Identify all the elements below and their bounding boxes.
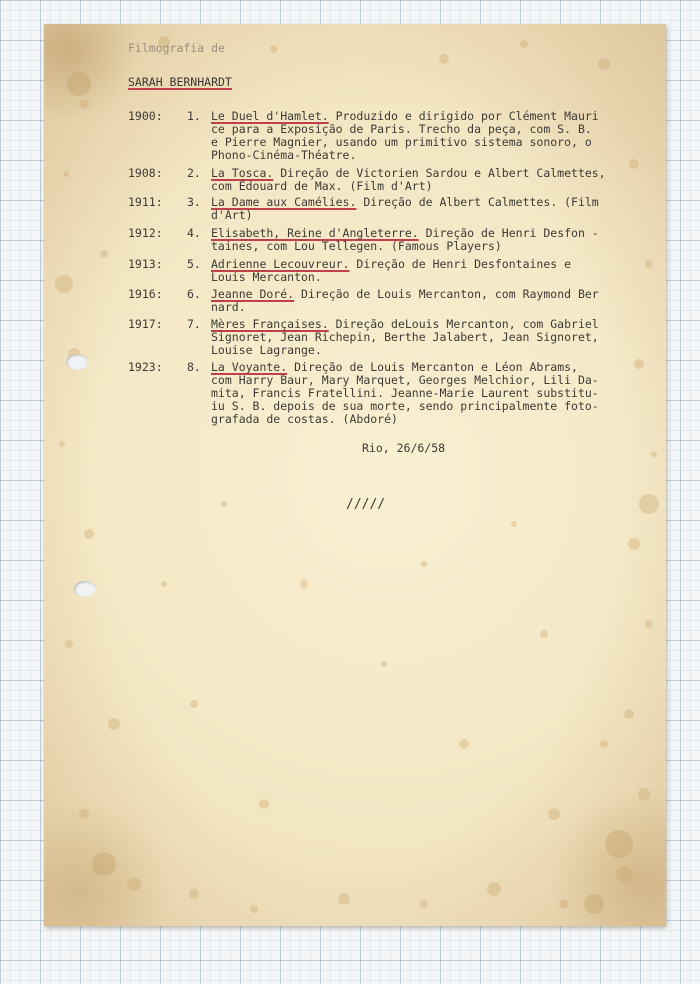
entry-continuation-line: d'Art) xyxy=(211,208,253,222)
entry-continuation-line: ce para a Exposição de Paris. Trecho da peça, com S. B. xyxy=(211,122,592,136)
entry-continuation-line: nard. xyxy=(211,300,246,314)
filmography-entry xyxy=(211,258,571,284)
entry-year: 1916: xyxy=(128,287,163,301)
filmography-entry xyxy=(211,288,599,314)
entry-continuation-line: e Pierre Magnier, usando um primitivo sistema sonoro, o xyxy=(211,135,592,149)
entry-continuation-line: Signoret, Jean Richepin, Berthe Jalabert, Jean Signoret, xyxy=(211,330,599,344)
film-title: Mères Françaises. xyxy=(211,317,329,331)
end-mark: ///// xyxy=(346,497,386,512)
filmography-entry xyxy=(211,196,599,222)
entry-continuation-line: grafada de costas. (Abdoré) xyxy=(211,412,398,426)
film-title: Jeanne Doré. xyxy=(211,287,295,301)
entry-number: 8. xyxy=(187,360,201,374)
filmography-entry xyxy=(211,110,599,162)
entry-year: 1917: xyxy=(128,317,163,331)
entry-text: Direção de Louis Mercanton e Léon Abrams, xyxy=(287,360,578,374)
entry-continuation-line: Louis Mercanton. xyxy=(211,270,322,284)
entry-continuation-line: Phono-Cinéma-Théatre. xyxy=(211,148,357,162)
film-title: La Dame aux Camélies. xyxy=(211,195,357,209)
entry-text: Direção de Henri Desfontaines e xyxy=(349,257,572,271)
entry-number: 5. xyxy=(187,257,201,271)
entry-number: 2. xyxy=(187,166,201,180)
entry-continuation-line: mita, Francis Fratellini. Jeanne-Marie Laurent substitu- xyxy=(211,386,599,400)
entry-text: Produzido e dirigido por Clément Mauri xyxy=(328,109,599,123)
entry-text: Direção de Victorien Sardou e Albert Calmettes, xyxy=(273,166,606,180)
entry-continuation-line: taines, com Lou Tellegen. (Famous Players) xyxy=(211,239,502,253)
entry-year: 1913: xyxy=(128,257,163,271)
document-text xyxy=(44,24,666,926)
entry-number: 3. xyxy=(187,195,201,209)
film-title: Le Duel d'Hamlet. xyxy=(211,109,329,123)
film-title: La Voyante. xyxy=(211,360,288,374)
entry-year: 1923: xyxy=(128,360,163,374)
entry-text: Direção de Henri Desfon - xyxy=(418,226,599,240)
entry-first-line xyxy=(211,288,599,301)
entry-number: 7. xyxy=(187,317,201,331)
entry-number: 1. xyxy=(187,109,201,123)
entry-text: Direção de Albert Calmettes. (Film xyxy=(356,195,599,209)
entry-continuation-line: com Édouard de Max. (Film d'Art) xyxy=(211,179,433,193)
film-title: Elisabeth, Reine d'Angleterre. xyxy=(211,226,419,240)
doc-subject: SARAH BERNHARDT xyxy=(128,75,232,89)
entry-number: 4. xyxy=(187,226,201,240)
entry-year: 1912: xyxy=(128,226,163,240)
doc-header: Filmografia de xyxy=(128,41,225,55)
entry-year: 1908: xyxy=(128,166,163,180)
entry-number: 6. xyxy=(187,287,201,301)
film-title: Adrienne Lecouvreur. xyxy=(211,257,350,271)
entry-year: 1900: xyxy=(128,109,163,123)
filmography-entry xyxy=(211,318,599,357)
filmography-entry xyxy=(211,227,599,253)
date-signature: Rio, 26/6/58 xyxy=(362,441,446,455)
entry-text: Direção de Louis Mercanton, com Raymond Ber xyxy=(294,287,599,301)
film-title: La Tosca. xyxy=(211,166,274,180)
filmography-entry xyxy=(211,361,599,426)
entry-continuation-line: com Harry Baur, Mary Marquet, Georges Melchior, Lili Da- xyxy=(211,373,599,387)
entry-first-line xyxy=(211,196,599,209)
entry-continuation-line: iu S. B. depois de sua morte, sendo principalmente foto- xyxy=(211,399,599,413)
entry-text: Direção deLouis Mercanton, com Gabriel xyxy=(328,317,599,331)
entry-continuation-line: Louise Lagrange. xyxy=(211,343,322,357)
entry-year: 1911: xyxy=(128,195,163,209)
typewritten-page xyxy=(44,24,666,926)
filmography-entry xyxy=(211,167,606,193)
